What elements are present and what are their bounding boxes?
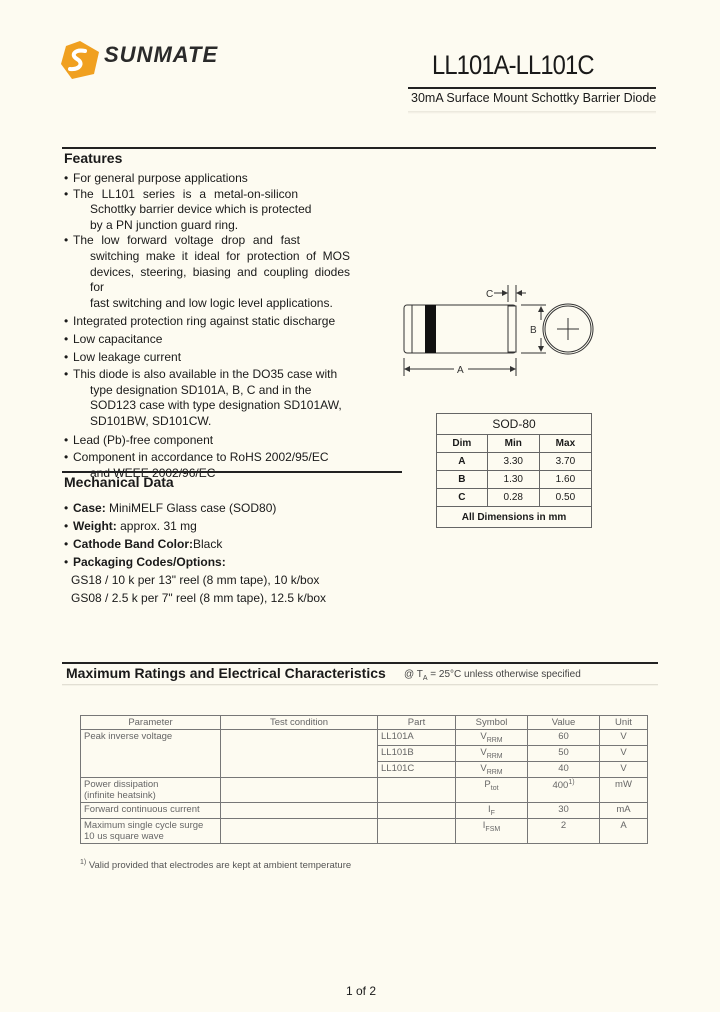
package-outline-diagram [396, 280, 606, 380]
table-header-row [81, 716, 648, 730]
header-cell: Unit [600, 716, 648, 730]
ratings-rule-bottom [62, 684, 658, 686]
page-number: 1 of 2 [346, 984, 377, 998]
ratings-heading: Maximum Ratings and Electrical Characteristics [66, 665, 386, 681]
header-cell: Test condition [221, 716, 378, 730]
sod-table-footer: All Dimensions in mm [437, 507, 592, 528]
feature-item: • For general purpose applications [64, 171, 248, 185]
dim-label-c: C [486, 289, 494, 300]
feature-item: • Low capacitance [64, 331, 163, 346]
feature-item: • The LL101 series is a metal-on-silicon Schottky barrier device which is protected by a PN junction guard ring. [64, 186, 312, 232]
ratings-condition: @ $T_A = 25^\circ C$ unless otherwise specified [404, 669, 581, 682]
feature-item: • This diode is also available in the DO35 case with type designation SD101A, B, C and in the SOD123 case with type designation SD101AW, SD101BW, SD101CW. [64, 367, 342, 428]
feature-item: • Lead (Pb)-free component [64, 432, 214, 447]
table-row: C 0.28 0.50 [437, 489, 592, 507]
feature-item: • Integrated protection ring against static discharge [64, 314, 336, 329]
packaging-option: GS08 / 2.5 k per 7" reel (8 mm tape), 12.5 k/box [71, 591, 327, 605]
mechanical-band: • Cathode Band Color:Black [64, 537, 223, 551]
table-row: Power dissipation (infinite heatsink) $P_{tot}$ 400$^{1)}$ mW [81, 777, 648, 802]
header-cell: Symbol [456, 716, 528, 730]
ratings-table [80, 715, 648, 844]
logo-text: SUNMATE [104, 42, 219, 67]
sod-header-cell: Dim [437, 435, 488, 453]
table-row: Peak inverse voltage LL101A $V_{RRM}$ 60 V [81, 730, 648, 746]
header-cell: Part [378, 716, 456, 730]
features-heading: Features [64, 150, 123, 166]
header-cell: Value [528, 716, 600, 730]
package-drawing [396, 280, 606, 385]
dim-label-a: A [457, 365, 464, 376]
mechanical-heading: Mechanical Data [64, 474, 174, 490]
mechanical-packaging: • Packaging Codes/Options: [64, 555, 226, 569]
title-rule [408, 87, 656, 89]
features-list [64, 171, 350, 481]
mechanical-rule [62, 471, 402, 473]
table-row: B 1.30 1.60 [437, 471, 592, 489]
dim-label-b: B [530, 325, 537, 336]
table-row: LL101C $V_{RRM}$ 40 V [81, 761, 648, 777]
sod80-dimension-table [436, 413, 592, 528]
feature-item: • The low forward voltage drop and fast switching make it ideal for protection of MOS devices, steering, biasing and coupling diodes for fast switching and low logic level applications. [64, 233, 350, 310]
sod-table-title: SOD-80 [437, 414, 592, 435]
feature-item: • Component in accordance to RoHS 2002/95/EC and WEEE 2002/96/EC [64, 450, 329, 480]
page-subtitle: 30mA Surface Mount Schottky Barrier Diode [411, 91, 657, 105]
table-row: Maximum single cycle surge 10 us square wave $I_{FSM}$ 2 A [81, 818, 648, 843]
ratings-rule-top [62, 662, 658, 664]
table-row: LL101B $V_{RRM}$ 50 V [81, 745, 648, 761]
page-title: LL101A-LL101C [432, 50, 594, 80]
mechanical-case: • Case: MiniMELF Glass case (SOD80) [64, 501, 277, 515]
table-row: Forward continuous current $I_F$ 30 mA [81, 802, 648, 818]
sod-header-cell: Max [539, 435, 591, 453]
sod-header-cell: Min [487, 435, 539, 453]
cathode-band [425, 305, 436, 353]
table-row: A 3.30 3.70 [437, 453, 592, 471]
logo-icon [58, 40, 102, 80]
feature-item: • Low leakage current [64, 349, 182, 364]
subtitle-rule [408, 111, 656, 114]
ratings-footnote: $^{1)}$ Valid provided that electrodes are kept at ambient temperature [80, 859, 352, 872]
mechanical-weight: • Weight: approx. 31 mg [64, 519, 197, 533]
header-cell: Parameter [81, 716, 221, 730]
features-rule [62, 147, 656, 149]
packaging-option: GS18 / 10 k per 13" reel (8 mm tape), 10 k/box [71, 573, 320, 587]
logo [58, 40, 102, 85]
mechanical-list [64, 499, 364, 607]
